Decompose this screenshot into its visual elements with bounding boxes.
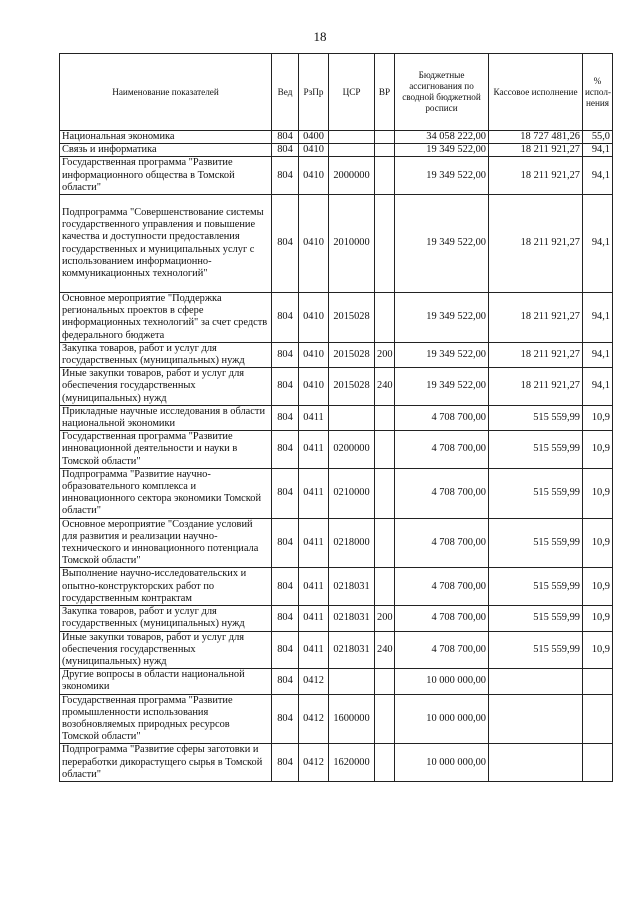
row-expense-type xyxy=(375,694,395,744)
row-section: 0411 xyxy=(299,568,329,606)
header-budget-allocations: Бюджетные ассигнования по сводной бюджетной росписи xyxy=(395,54,489,131)
row-department: 804 xyxy=(272,669,299,694)
row-cash-execution: 18 727 481,26 xyxy=(489,131,583,144)
header-execution-percent: % испол-нения xyxy=(583,54,613,131)
row-cash-execution: 515 559,99 xyxy=(489,431,583,469)
header-indicator-name: Наименование показателей xyxy=(60,54,272,131)
header-target-article: ЦСР xyxy=(329,54,375,131)
row-name: Выполнение научно-исследовательских и опытно-конструкторских работ по государственным контрактам xyxy=(60,568,272,606)
row-department: 804 xyxy=(272,195,299,293)
table-row xyxy=(60,568,613,606)
row-execution-percent: 94,1 xyxy=(583,157,613,195)
row-expense-type xyxy=(375,744,395,782)
header-cash-execution: Кассовое исполнение xyxy=(489,54,583,131)
row-name: Подпрограмма "Развитие научно-образовательного комплекса и инновационного сектора экономики Томской области" xyxy=(60,468,272,518)
row-name: Основное мероприятие "Поддержка региональных проектов в сфере информационных технологий" за счет средств федерального бюджета xyxy=(60,293,272,343)
row-execution-percent: 10,9 xyxy=(583,568,613,606)
row-department: 804 xyxy=(272,631,299,669)
row-department: 804 xyxy=(272,694,299,744)
row-name: Прикладные научные исследования в области национальной экономики xyxy=(60,405,272,430)
row-department: 804 xyxy=(272,468,299,518)
row-target-article xyxy=(329,131,375,144)
row-expense-type xyxy=(375,144,395,157)
row-target-article: 1600000 xyxy=(329,694,375,744)
row-budget-allocation: 4 708 700,00 xyxy=(395,631,489,669)
row-section: 0412 xyxy=(299,669,329,694)
row-expense-type xyxy=(375,293,395,343)
row-section: 0410 xyxy=(299,195,329,293)
row-budget-allocation: 10 000 000,00 xyxy=(395,694,489,744)
row-section: 0400 xyxy=(299,131,329,144)
header-expense-type: ВР xyxy=(375,54,395,131)
row-cash-execution: 18 211 921,27 xyxy=(489,342,583,367)
row-target-article: 0218031 xyxy=(329,568,375,606)
row-budget-allocation: 4 708 700,00 xyxy=(395,405,489,430)
table-row xyxy=(60,131,613,144)
table-row xyxy=(60,468,613,518)
row-budget-allocation: 19 349 522,00 xyxy=(395,157,489,195)
row-cash-execution: 515 559,99 xyxy=(489,631,583,669)
table-row xyxy=(60,431,613,469)
row-cash-execution: 515 559,99 xyxy=(489,405,583,430)
row-target-article: 2010000 xyxy=(329,195,375,293)
row-budget-allocation: 4 708 700,00 xyxy=(395,431,489,469)
row-execution-percent xyxy=(583,669,613,694)
row-cash-execution: 515 559,99 xyxy=(489,568,583,606)
row-execution-percent xyxy=(583,744,613,782)
row-section: 0410 xyxy=(299,144,329,157)
row-expense-type xyxy=(375,157,395,195)
row-expense-type xyxy=(375,669,395,694)
row-cash-execution xyxy=(489,669,583,694)
row-execution-percent: 10,9 xyxy=(583,431,613,469)
row-expense-type: 240 xyxy=(375,368,395,406)
row-budget-allocation: 4 708 700,00 xyxy=(395,468,489,518)
row-cash-execution: 18 211 921,27 xyxy=(489,368,583,406)
row-department: 804 xyxy=(272,568,299,606)
row-section: 0411 xyxy=(299,518,329,568)
table-row xyxy=(60,368,613,406)
row-cash-execution: 515 559,99 xyxy=(489,468,583,518)
row-execution-percent: 10,9 xyxy=(583,631,613,669)
row-target-article: 2000000 xyxy=(329,157,375,195)
table-row xyxy=(60,195,613,293)
row-budget-allocation: 10 000 000,00 xyxy=(395,744,489,782)
row-execution-percent xyxy=(583,694,613,744)
row-target-article: 2015028 xyxy=(329,342,375,367)
row-name: Закупка товаров, работ и услуг для государственных (муниципальных) нужд xyxy=(60,606,272,631)
row-cash-execution xyxy=(489,744,583,782)
row-department: 804 xyxy=(272,144,299,157)
header-section: РзПр xyxy=(299,54,329,131)
row-cash-execution xyxy=(489,694,583,744)
row-section: 0410 xyxy=(299,368,329,406)
row-section: 0410 xyxy=(299,157,329,195)
row-cash-execution: 18 211 921,27 xyxy=(489,144,583,157)
row-expense-type xyxy=(375,405,395,430)
row-expense-type xyxy=(375,131,395,144)
table-row xyxy=(60,518,613,568)
table-row xyxy=(60,293,613,343)
table-row xyxy=(60,669,613,694)
row-department: 804 xyxy=(272,342,299,367)
row-execution-percent: 55,0 xyxy=(583,131,613,144)
table-row xyxy=(60,744,613,782)
row-execution-percent: 94,1 xyxy=(583,195,613,293)
row-execution-percent: 94,1 xyxy=(583,342,613,367)
table-row xyxy=(60,405,613,430)
row-cash-execution: 515 559,99 xyxy=(489,606,583,631)
row-department: 804 xyxy=(272,131,299,144)
row-department: 804 xyxy=(272,293,299,343)
budget-execution-table xyxy=(59,53,613,782)
row-name: Иные закупки товаров, работ и услуг для обеспечения государственных (муниципальных) нужд xyxy=(60,368,272,406)
row-expense-type: 200 xyxy=(375,606,395,631)
row-expense-type xyxy=(375,468,395,518)
row-name: Государственная программа "Развитие промышленности использования возобновляемых природных ресурсов Томской области" xyxy=(60,694,272,744)
table-row xyxy=(60,157,613,195)
row-expense-type xyxy=(375,518,395,568)
row-name: Закупка товаров, работ и услуг для государственных (муниципальных) нужд xyxy=(60,342,272,367)
row-section: 0411 xyxy=(299,468,329,518)
row-section: 0411 xyxy=(299,606,329,631)
row-department: 804 xyxy=(272,744,299,782)
row-section: 0411 xyxy=(299,405,329,430)
row-execution-percent: 10,9 xyxy=(583,468,613,518)
row-section: 0410 xyxy=(299,293,329,343)
row-expense-type xyxy=(375,568,395,606)
table-header-row xyxy=(60,54,613,131)
row-section: 0412 xyxy=(299,744,329,782)
row-department: 804 xyxy=(272,606,299,631)
row-expense-type xyxy=(375,195,395,293)
row-cash-execution: 18 211 921,27 xyxy=(489,195,583,293)
row-name: Государственная программа "Развитие информационного общества в Томской области" xyxy=(60,157,272,195)
row-budget-allocation: 4 708 700,00 xyxy=(395,606,489,631)
row-department: 804 xyxy=(272,518,299,568)
row-section: 0410 xyxy=(299,342,329,367)
row-department: 804 xyxy=(272,431,299,469)
row-cash-execution: 18 211 921,27 xyxy=(489,157,583,195)
row-name: Другие вопросы в области национальной экономики xyxy=(60,669,272,694)
table-row xyxy=(60,694,613,744)
row-execution-percent: 10,9 xyxy=(583,405,613,430)
row-target-article: 1620000 xyxy=(329,744,375,782)
table-row xyxy=(60,631,613,669)
row-budget-allocation: 19 349 522,00 xyxy=(395,342,489,367)
row-execution-percent: 94,1 xyxy=(583,293,613,343)
row-department: 804 xyxy=(272,157,299,195)
header-department: Вед xyxy=(272,54,299,131)
row-budget-allocation: 19 349 522,00 xyxy=(395,195,489,293)
row-cash-execution: 18 211 921,27 xyxy=(489,293,583,343)
row-execution-percent: 94,1 xyxy=(583,144,613,157)
row-target-article: 0218031 xyxy=(329,606,375,631)
row-target-article xyxy=(329,144,375,157)
row-target-article: 0218031 xyxy=(329,631,375,669)
row-budget-allocation: 19 349 522,00 xyxy=(395,144,489,157)
row-budget-allocation: 19 349 522,00 xyxy=(395,368,489,406)
table-row xyxy=(60,342,613,367)
row-name: Связь и информатика xyxy=(60,144,272,157)
row-target-article xyxy=(329,405,375,430)
page-number: 18 xyxy=(313,29,327,44)
row-target-article: 2015028 xyxy=(329,368,375,406)
row-department: 804 xyxy=(272,368,299,406)
row-execution-percent: 10,9 xyxy=(583,518,613,568)
row-target-article xyxy=(329,669,375,694)
table-row xyxy=(60,144,613,157)
row-target-article: 2015028 xyxy=(329,293,375,343)
row-name: Иные закупки товаров, работ и услуг для обеспечения государственных (муниципальных) нужд xyxy=(60,631,272,669)
table-row xyxy=(60,606,613,631)
row-execution-percent: 10,9 xyxy=(583,606,613,631)
row-budget-allocation: 4 708 700,00 xyxy=(395,518,489,568)
row-name: Основное мероприятие "Создание условий для развития и реализации научно-технического и инновационного потенциала Томской области" xyxy=(60,518,272,568)
row-budget-allocation: 4 708 700,00 xyxy=(395,568,489,606)
row-execution-percent: 94,1 xyxy=(583,368,613,406)
row-cash-execution: 515 559,99 xyxy=(489,518,583,568)
row-name: Подпрограмма "Развитие сферы заготовки и переработки дикорастущего сырья в Томской области" xyxy=(60,744,272,782)
row-name: Национальная экономика xyxy=(60,131,272,144)
row-section: 0411 xyxy=(299,631,329,669)
row-expense-type: 240 xyxy=(375,631,395,669)
row-target-article: 0210000 xyxy=(329,468,375,518)
row-budget-allocation: 19 349 522,00 xyxy=(395,293,489,343)
row-target-article: 0200000 xyxy=(329,431,375,469)
row-department: 804 xyxy=(272,405,299,430)
row-budget-allocation: 10 000 000,00 xyxy=(395,669,489,694)
row-budget-allocation: 34 058 222,00 xyxy=(395,131,489,144)
row-expense-type: 200 xyxy=(375,342,395,367)
row-target-article: 0218000 xyxy=(329,518,375,568)
row-section: 0412 xyxy=(299,694,329,744)
row-expense-type xyxy=(375,431,395,469)
row-name: Государственная программа "Развитие инновационной деятельности и науки в Томской области" xyxy=(60,431,272,469)
row-section: 0411 xyxy=(299,431,329,469)
row-name: Подпрограмма "Совершенствование системы государственного управления и повышение качества и доступности предоставления государственных и муниципальных услуг с использованием информационно-коммуникационных технологий" xyxy=(60,195,272,293)
